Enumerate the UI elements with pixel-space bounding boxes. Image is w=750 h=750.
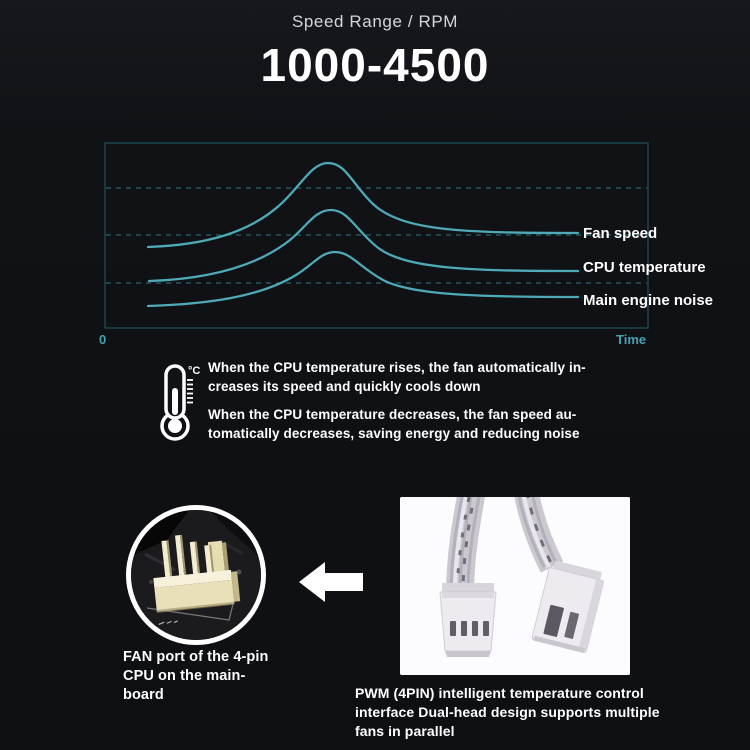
cable-illustration <box>400 497 630 675</box>
time-axis-label: Time <box>616 332 647 347</box>
info-paragraph-2 <box>208 406 580 443</box>
info-paragraph-1-line-1: When the CPU temperature rises, the fan automatically in- <box>208 360 586 375</box>
info-paragraph-1-line-2: creases its speed and quickly cools down <box>208 378 481 394</box>
fan-speed-label: Fan speed <box>583 225 658 242</box>
cpu-temperature-label: CPU temperature <box>583 259 706 276</box>
fan-port-photo <box>126 505 266 645</box>
thermometer-scale-ticks <box>187 380 193 403</box>
pwm-cable-photo <box>400 497 630 675</box>
engine-noise-label: Main engine noise <box>583 292 714 309</box>
temp-unit-label: °C <box>188 365 201 377</box>
pwm-caption <box>355 684 660 741</box>
fan-port-caption-line-3: board <box>123 687 164 703</box>
fan-port-caption-line-1: FAN port of the 4-pin <box>123 649 269 665</box>
x-origin-label: 0 <box>99 332 107 347</box>
info-paragraph-2-line-1: When the CPU temperature decreases, the fan speed au- <box>208 407 577 422</box>
chart-gridlines <box>106 188 647 283</box>
info-paragraph-2-line-2: tomatically decreases, saving energy and reducing noise <box>208 425 580 441</box>
info-paragraph-1 <box>208 359 586 396</box>
fan-port-caption <box>123 648 268 705</box>
pwm-caption-line-3: fans in parallel <box>355 723 455 739</box>
left-connector <box>440 583 496 657</box>
thermometer-icon <box>156 362 210 448</box>
pwm-caption-line-2: interface Dual-head design supports multiple <box>355 704 660 720</box>
pwm-caption-line-1: PWM (4PIN) intelligent temperature control <box>355 685 644 701</box>
left-arrow-icon <box>298 561 364 603</box>
speed-range-title: 1000-4500 <box>260 39 490 91</box>
motherboard-photo-illustration <box>131 510 261 640</box>
engine-noise-curve <box>148 252 578 306</box>
speed-range-subtitle: Speed Range / RPM <box>291 12 459 31</box>
cpu-temperature-curve <box>149 210 578 281</box>
fan-port-caption-line-2: CPU on the main- <box>123 668 246 684</box>
